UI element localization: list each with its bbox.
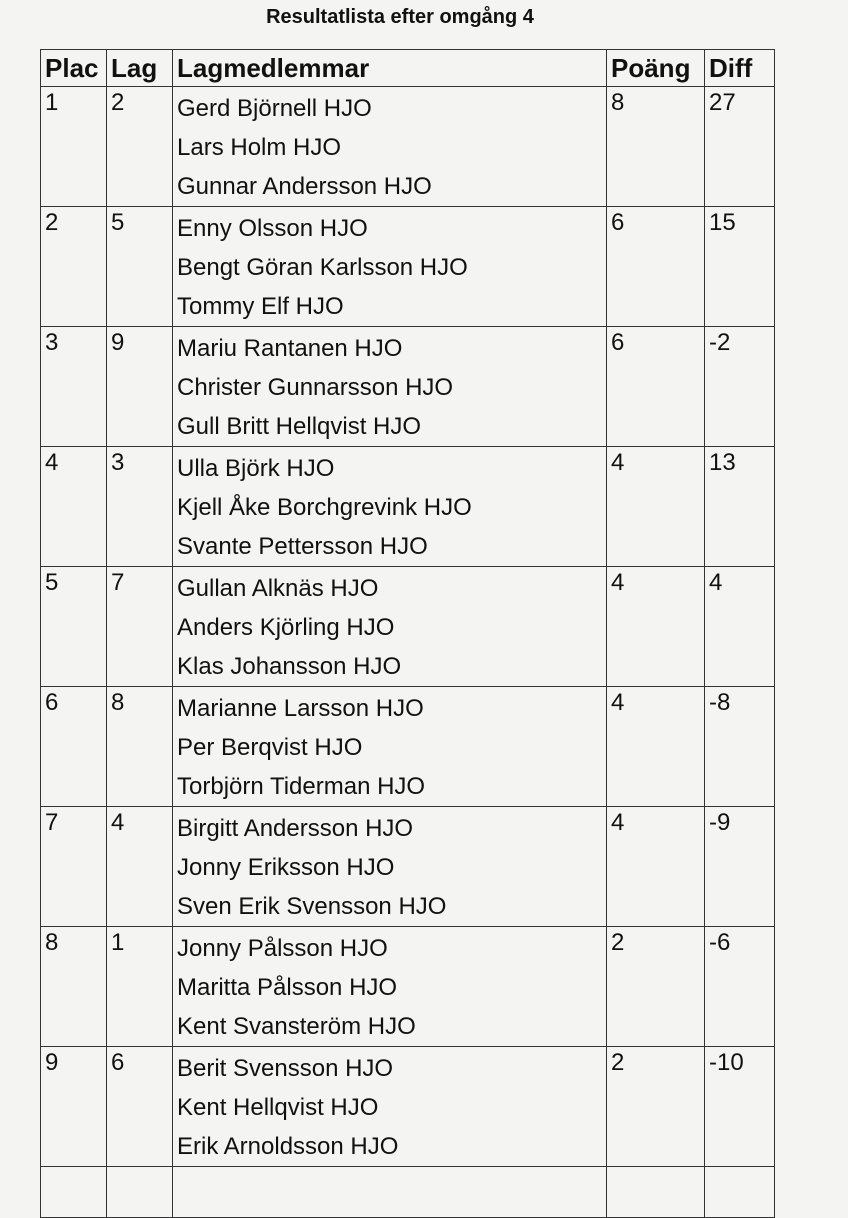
team-member: Mariu Rantanen HJO — [177, 335, 403, 362]
table-row — [41, 207, 775, 327]
page-title: Resultatlista efter omgång 4 — [266, 6, 534, 28]
header-plac: Plac — [41, 50, 107, 87]
empty-cell — [607, 1167, 705, 1218]
diff-cell: -10 — [705, 1047, 775, 1167]
team-member: Birgitt Andersson HJO — [177, 815, 414, 842]
members-cell — [173, 207, 607, 327]
header-poang: Poäng — [607, 50, 705, 87]
diff-cell: -9 — [705, 807, 775, 927]
poang-cell: 4 — [607, 447, 705, 567]
poang-cell: 2 — [607, 927, 705, 1047]
diff-cell: -8 — [705, 687, 775, 807]
team-member: Svante Pettersson HJO — [177, 533, 428, 560]
poang-cell: 6 — [607, 207, 705, 327]
diff-cell: 27 — [705, 87, 775, 207]
members-cell — [173, 447, 607, 567]
table-row — [41, 447, 775, 567]
poang-cell: 4 — [607, 687, 705, 807]
plac-cell: 3 — [41, 327, 107, 447]
poang-cell: 4 — [607, 807, 705, 927]
plac-cell: 5 — [41, 567, 107, 687]
lag-cell: 4 — [107, 807, 173, 927]
lag-cell: 8 — [107, 687, 173, 807]
members-cell — [173, 927, 607, 1047]
table-row — [41, 807, 775, 927]
empty-cell — [173, 1167, 607, 1218]
team-member: Gullan Alknäs HJO — [177, 575, 379, 602]
members-cell — [173, 1047, 607, 1167]
table-row — [41, 927, 775, 1047]
team-member: Maritta Pålsson HJO — [177, 974, 398, 1001]
team-member: Kjell Åke Borchgrevink HJO — [177, 494, 472, 521]
members-cell — [173, 567, 607, 687]
members-cell — [173, 327, 607, 447]
team-member: Erik Arnoldsson HJO — [177, 1133, 399, 1160]
team-member: Lars Holm HJO — [177, 134, 342, 161]
team-member: Per Berqvist HJO — [177, 734, 363, 761]
lag-cell: 2 — [107, 87, 173, 207]
team-member: Tommy Elf HJO — [177, 293, 344, 320]
poang-cell: 6 — [607, 327, 705, 447]
plac-cell: 7 — [41, 807, 107, 927]
team-member: Christer Gunnarsson HJO — [177, 374, 454, 401]
diff-cell: 15 — [705, 207, 775, 327]
team-member: Jonny Eriksson HJO — [177, 854, 395, 881]
plac-cell: 6 — [41, 687, 107, 807]
empty-cell — [705, 1167, 775, 1218]
plac-cell: 4 — [41, 447, 107, 567]
team-member: Torbjörn Tiderman HJO — [177, 773, 426, 800]
team-member: Gull Britt Hellqvist HJO — [177, 413, 422, 440]
table-row — [41, 1047, 775, 1167]
header-lagmedlemmar: Lagmedlemmar — [173, 50, 607, 87]
poang-cell: 8 — [607, 87, 705, 207]
team-member: Gunnar Andersson HJO — [177, 173, 432, 200]
team-member: Sven Erik Svensson HJO — [177, 893, 447, 920]
header-lag: Lag — [107, 50, 173, 87]
team-member: Kent Svansteröm HJO — [177, 1013, 416, 1040]
team-member: Berit Svensson HJO — [177, 1055, 394, 1082]
team-member: Anders Kjörling HJO — [177, 614, 395, 641]
results-table — [40, 49, 775, 1218]
table-row — [41, 687, 775, 807]
plac-cell: 2 — [41, 207, 107, 327]
diff-cell: -6 — [705, 927, 775, 1047]
diff-cell: -2 — [705, 327, 775, 447]
lag-cell: 1 — [107, 927, 173, 1047]
team-member: Gerd Björnell HJO — [177, 95, 372, 122]
plac-cell: 8 — [41, 927, 107, 1047]
team-member: Jonny Pålsson HJO — [177, 935, 388, 962]
lag-cell: 9 — [107, 327, 173, 447]
members-cell — [173, 687, 607, 807]
header-diff: Diff — [705, 50, 775, 87]
empty-row — [41, 1167, 775, 1218]
table-row — [41, 87, 775, 207]
table-row — [41, 327, 775, 447]
lag-cell: 7 — [107, 567, 173, 687]
poang-cell: 2 — [607, 1047, 705, 1167]
lag-cell: 3 — [107, 447, 173, 567]
lag-cell: 6 — [107, 1047, 173, 1167]
plac-cell: 1 — [41, 87, 107, 207]
team-member: Enny Olsson HJO — [177, 215, 368, 242]
empty-cell — [107, 1167, 173, 1218]
team-member: Klas Johansson HJO — [177, 653, 402, 680]
members-cell — [173, 87, 607, 207]
team-member: Ulla Björk HJO — [177, 455, 335, 482]
poang-cell: 4 — [607, 567, 705, 687]
team-member: Bengt Göran Karlsson HJO — [177, 254, 468, 281]
diff-cell: 4 — [705, 567, 775, 687]
members-cell — [173, 807, 607, 927]
header-row — [41, 50, 775, 87]
empty-cell — [41, 1167, 107, 1218]
table-row — [41, 567, 775, 687]
lag-cell: 5 — [107, 207, 173, 327]
plac-cell: 9 — [41, 1047, 107, 1167]
team-member: Marianne Larsson HJO — [177, 695, 424, 722]
team-member: Kent Hellqvist HJO — [177, 1094, 379, 1121]
diff-cell: 13 — [705, 447, 775, 567]
